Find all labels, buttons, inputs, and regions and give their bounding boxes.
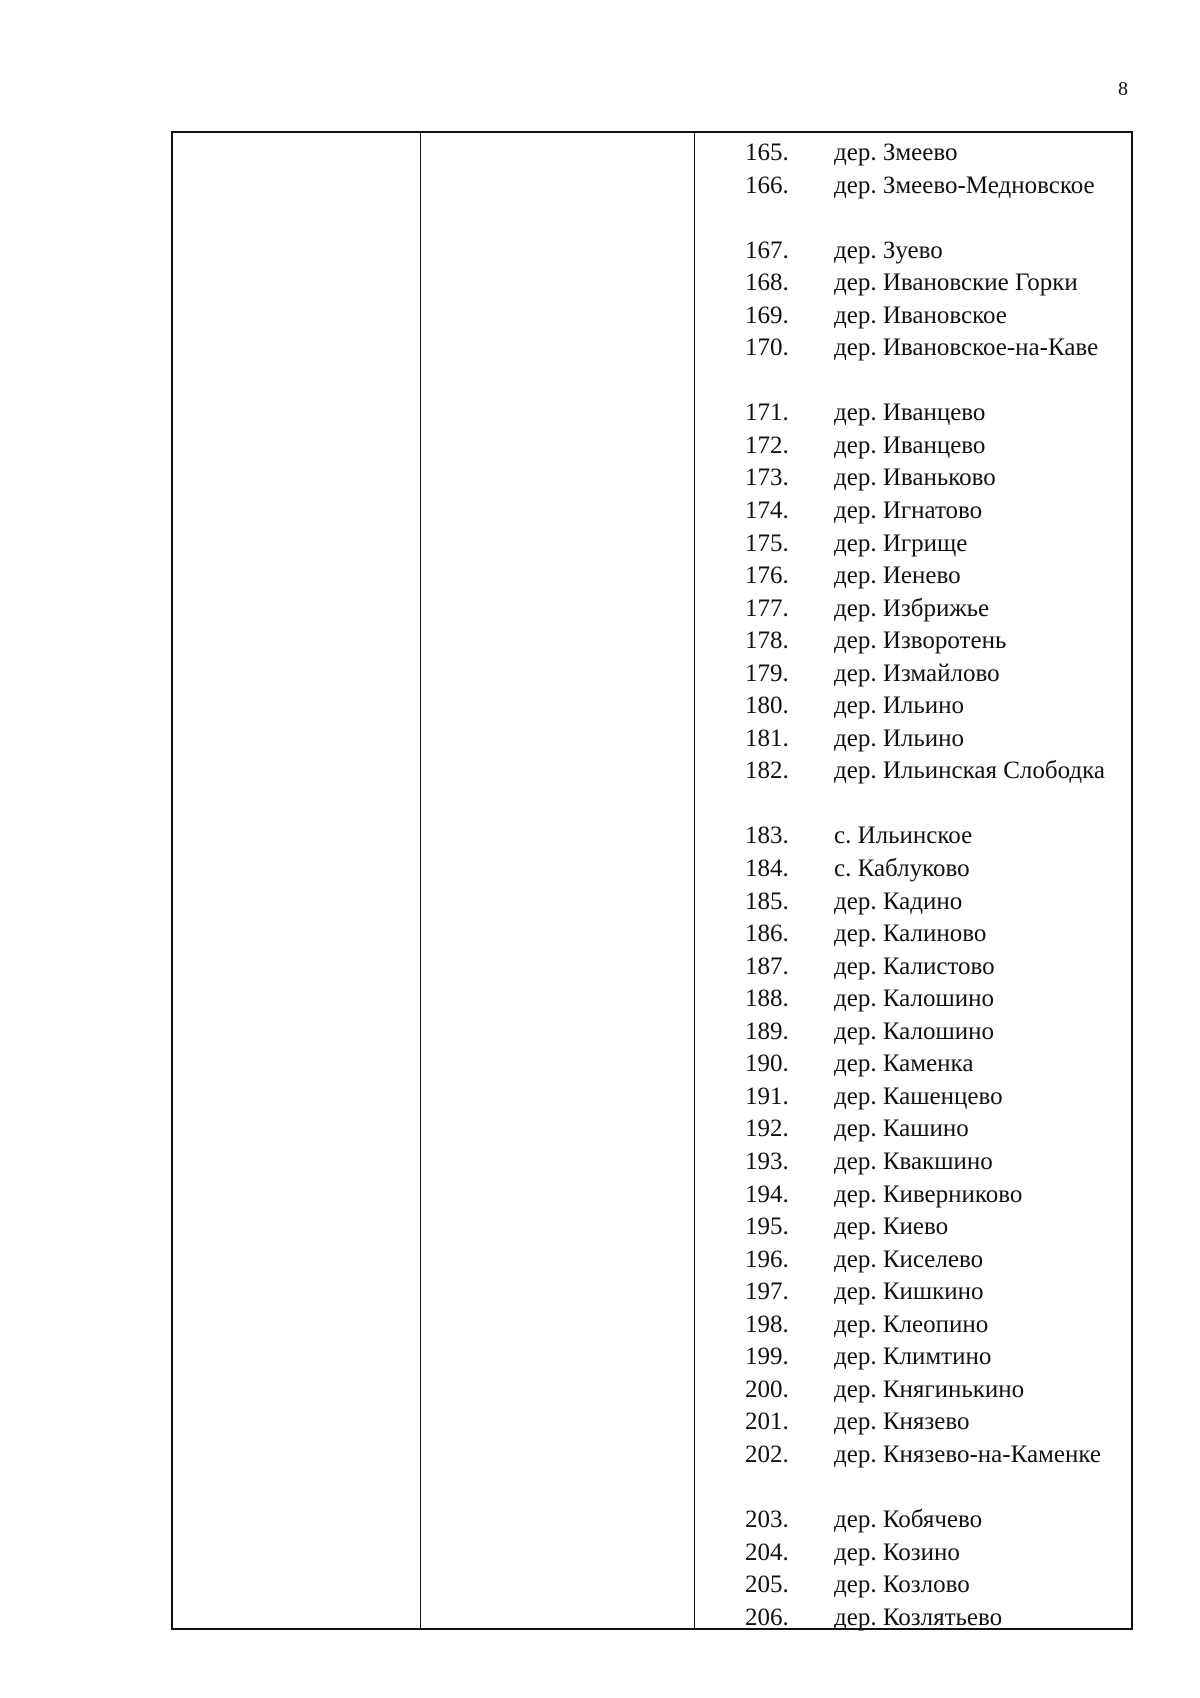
settlement-name: дер. Козлятьево (834, 1603, 1003, 1631)
entry-number: 165. (745, 139, 789, 166)
settlement-name: дер. Змеево (834, 139, 958, 166)
settlement-name: с. Ильинское (834, 822, 973, 850)
entry-number: 183. (745, 822, 789, 850)
settlement-name: дер. Кадино (834, 887, 963, 915)
settlement-name: с. Каблуково (834, 855, 970, 883)
list-item (694, 983, 1131, 1016)
list-item (694, 1016, 1131, 1049)
entry-number: 168. (745, 269, 789, 297)
entry-number: 186. (745, 920, 789, 948)
settlement-name: дер. Княгинькино (834, 1375, 1025, 1403)
entry-number: 201. (745, 1408, 789, 1436)
entry-number: 170. (745, 334, 789, 362)
settlement-name: дер. Киево (834, 1213, 949, 1241)
column-divider (420, 133, 421, 1628)
entry-number: 204. (745, 1538, 789, 1566)
settlement-name: дер. Калистово (834, 952, 995, 980)
settlement-name: дер. Ильино (834, 724, 965, 752)
list-item (694, 397, 1131, 430)
list-item (694, 1244, 1131, 1277)
list-item (694, 1113, 1131, 1146)
list-item (694, 300, 1131, 333)
list-item (694, 560, 1131, 593)
settlement-name: дер. Игрище (834, 529, 968, 557)
entry-number: 191. (745, 1082, 789, 1110)
settlement-name: дер. Ильино (834, 692, 965, 720)
entry-number: 196. (745, 1245, 789, 1273)
list-item (694, 1341, 1131, 1374)
settlement-name: дер. Кашино (834, 1115, 969, 1143)
settlement-name: дер. Киверниково (834, 1180, 1023, 1208)
settlement-name: дер. Клеопино (834, 1310, 989, 1338)
settlement-name: дер. Иенево (834, 562, 961, 590)
list-item (694, 755, 1131, 820)
entry-number: 185. (745, 887, 789, 915)
entry-number: 175. (745, 529, 789, 557)
list-item (694, 430, 1131, 463)
entry-number: 178. (745, 627, 789, 655)
entry-number: 172. (745, 431, 789, 459)
entry-number: 200. (745, 1375, 789, 1403)
settlement-name: дер. Каменка (834, 1050, 974, 1078)
settlement-name: дер. Изворотень (834, 627, 1007, 655)
entry-number: 174. (745, 497, 789, 525)
entry-number: 167. (745, 236, 789, 264)
entry-number: 181. (745, 724, 789, 752)
settlement-name: дер. Избрижье (834, 594, 990, 622)
list-item (694, 1374, 1131, 1407)
list-item (694, 820, 1131, 853)
list-item (694, 1211, 1131, 1244)
settlement-name: дер. Ивановское (834, 301, 1007, 329)
settlements-table (171, 131, 1133, 1630)
entry-number: 203. (745, 1505, 789, 1533)
entry-number: 189. (745, 1017, 789, 1045)
list-item (694, 267, 1131, 300)
list-item (694, 1179, 1131, 1212)
list-item (694, 1406, 1131, 1439)
list-item (694, 137, 1131, 170)
settlement-name: дер. Калиново (834, 920, 987, 948)
list-item (694, 1048, 1131, 1081)
entry-number: 194. (745, 1180, 789, 1208)
entry-number: 192. (745, 1115, 789, 1143)
list-item (694, 853, 1131, 886)
list-item (694, 1537, 1131, 1570)
settlement-name: дер. Зуево (834, 236, 943, 264)
settlement-name: дер. Измайлово (834, 659, 1000, 687)
list-item (694, 235, 1131, 268)
entry-number: 184. (745, 855, 789, 883)
settlement-name: дер. Калошино (834, 1017, 994, 1045)
list-item (694, 332, 1131, 397)
settlement-name: дер. Кашенцево (834, 1082, 1003, 1110)
list-item (694, 462, 1131, 495)
settlement-name: дер. Князево-на-Каменке (834, 1440, 1101, 1468)
list-item (694, 658, 1131, 691)
entry-number: 188. (745, 985, 789, 1013)
settlement-name: дер. Змеево-Медновское (834, 171, 1095, 199)
settlement-name: дер. Киселево (834, 1245, 984, 1273)
list-item (694, 951, 1131, 984)
list-item (694, 723, 1131, 756)
list-item (694, 1146, 1131, 1179)
settlement-name: дер. Иванцево (834, 431, 986, 459)
list-item (694, 1504, 1131, 1537)
list-item (694, 1309, 1131, 1342)
list-item (694, 495, 1131, 528)
list-item (694, 528, 1131, 561)
list-item (694, 1602, 1131, 1635)
settlement-name: дер. Климтино (834, 1343, 992, 1371)
entry-number: 173. (745, 464, 789, 492)
list-item (694, 690, 1131, 723)
settlement-name: дер. Игнатово (834, 497, 983, 525)
list-item (694, 1569, 1131, 1602)
page-number: 8 (1118, 78, 1128, 100)
settlement-list (694, 137, 1131, 1634)
entry-number: 166. (745, 171, 789, 199)
settlement-name: дер. Иваньково (834, 464, 996, 492)
entry-number: 176. (745, 562, 789, 590)
list-item (694, 1439, 1131, 1504)
settlement-name: дер. Князево (834, 1408, 970, 1436)
entry-number: 198. (745, 1310, 789, 1338)
settlement-name: дер. Кобячево (834, 1505, 983, 1533)
list-item (694, 1276, 1131, 1309)
entry-number: 180. (745, 692, 789, 720)
settlement-name: дер. Квакшино (834, 1147, 993, 1175)
entry-number: 182. (745, 757, 789, 785)
list-item (694, 593, 1131, 626)
list-item (694, 1081, 1131, 1114)
settlement-name: дер. Козино (834, 1538, 960, 1566)
entry-number: 179. (745, 659, 789, 687)
settlement-name: дер. Ильинская Слободка (834, 757, 1105, 785)
settlement-name: дер. Кишкино (834, 1278, 984, 1306)
entry-number: 177. (745, 594, 789, 622)
entry-number: 193. (745, 1147, 789, 1175)
entry-number: 202. (745, 1440, 789, 1468)
list-item (694, 918, 1131, 951)
entry-number: 190. (745, 1050, 789, 1078)
entry-number: 187. (745, 952, 789, 980)
entry-number: 206. (745, 1603, 789, 1631)
settlement-name: дер. Козлово (834, 1571, 970, 1599)
list-item (694, 886, 1131, 919)
settlement-name: дер. Калошино (834, 985, 994, 1013)
entry-number: 169. (745, 301, 789, 329)
settlement-name: дер. Ивановское-на-Каве (834, 334, 1099, 362)
settlement-name: дер. Ивановские Горки (834, 269, 1078, 297)
list-item (694, 170, 1131, 235)
entry-number: 199. (745, 1343, 789, 1371)
entry-number: 171. (745, 399, 789, 427)
entry-number: 205. (745, 1571, 789, 1599)
list-item (694, 625, 1131, 658)
entry-number: 197. (745, 1278, 789, 1306)
settlement-name: дер. Иванцево (834, 399, 986, 427)
entry-number: 195. (745, 1213, 789, 1241)
